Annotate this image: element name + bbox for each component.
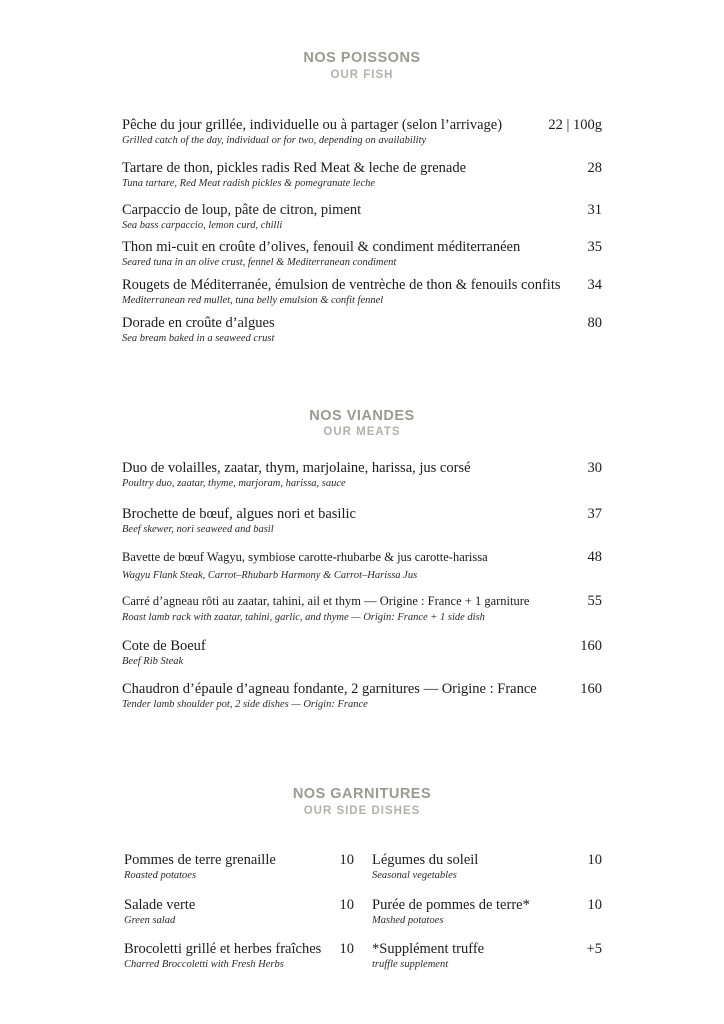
- side-name: Brocoletti grillé et herbes fraîches: [124, 941, 322, 957]
- dish-description: Tuna tartare, Red Meat radish pickles & pomegranate leche: [122, 178, 376, 189]
- dish-description: Seared tuna in an olive crust, fennel & Mediterranean condiment: [122, 257, 397, 268]
- dish-description: Poultry duo, zaatar, thyme, marjoram, harissa, sauce: [122, 478, 346, 489]
- side-name: Salade verte: [124, 897, 196, 913]
- side-name: Pommes de terre grenaille: [124, 852, 276, 868]
- side-description: Green salad: [124, 915, 176, 926]
- fish-section-subtitle: OUR FISH: [330, 69, 394, 81]
- menu-item: [122, 202, 602, 232]
- side-price: 10: [339, 852, 354, 868]
- menu-item: [122, 681, 602, 711]
- dish-name: Dorade en croûte d’algues: [122, 315, 275, 331]
- side-description: Seasonal vegetables: [372, 870, 457, 881]
- side-item: [372, 941, 602, 971]
- side-price: 10: [339, 897, 354, 913]
- menu-item: [122, 160, 602, 190]
- menu-item: [122, 549, 602, 582]
- dish-name: Chaudron d’épaule d’agneau fondante, 2 garnitures — Origine : France: [122, 681, 537, 697]
- side-price: 10: [587, 852, 602, 868]
- side-name: *Supplément truffe: [372, 941, 485, 957]
- menu-item: [122, 239, 602, 269]
- side-price: 10: [587, 897, 602, 913]
- dish-name: Carré d’agneau rôti au zaatar, tahini, ail et thym — Origine : France + 1 garniture: [122, 594, 530, 608]
- dish-name: Pêche du jour grillée, individuelle ou à partager (selon l’arrivage): [122, 117, 503, 133]
- dish-price: 48: [587, 549, 602, 565]
- side-name: Légumes du soleil: [372, 852, 479, 868]
- dish-price: 34: [587, 277, 602, 293]
- dish-price: 22 | 100g: [548, 117, 602, 133]
- side-item: [124, 941, 354, 971]
- dish-price: 37: [587, 506, 602, 522]
- side-name: Purée de pommes de terre*: [372, 897, 530, 913]
- dish-name: Cote de Boeuf: [122, 638, 206, 654]
- dish-description: Sea bream baked in a seaweed crust: [122, 333, 275, 344]
- menu-item: [122, 593, 602, 624]
- side-item: [372, 852, 602, 882]
- menu-item: [122, 117, 602, 147]
- side-description: truffle supplement: [372, 959, 449, 970]
- dish-description: Grilled catch of the day, individual or for two, depending on availability: [122, 135, 427, 146]
- dish-name: Brochette de bœuf, algues nori et basilic: [122, 506, 356, 522]
- dish-description: Beef Rib Steak: [122, 656, 184, 667]
- dish-price: 160: [580, 681, 602, 697]
- sides-section-title: NOS GARNITURES: [292, 786, 432, 802]
- menu-item: [122, 277, 602, 307]
- dish-price: 28: [587, 160, 602, 176]
- dish-price: 30: [587, 460, 602, 476]
- menu-item: [122, 506, 602, 536]
- meats-section-subtitle: OUR MEATS: [323, 426, 401, 438]
- menu-item: [122, 315, 602, 345]
- dish-description: Tender lamb shoulder pot, 2 side dishes — Origin: France: [122, 699, 368, 710]
- dish-price: 80: [587, 315, 602, 331]
- dish-name: Bavette de bœuf Wagyu, symbiose carotte-rhubarbe & jus carotte-harissa: [122, 550, 488, 564]
- dish-price: 35: [587, 239, 602, 255]
- dish-price: 160: [580, 638, 602, 654]
- dish-price: 55: [587, 593, 602, 609]
- dish-description: Sea bass carpaccio, lemon curd, chilli: [122, 220, 283, 231]
- dish-name: Duo de volailles, zaatar, thym, marjolaine, harissa, jus corsé: [122, 460, 471, 476]
- side-item: [124, 897, 354, 927]
- side-description: Mashed potatoes: [372, 915, 444, 926]
- dish-description: Roast lamb rack with zaatar, tahini, garlic, and thyme — Origin: France + 1 side dish: [122, 612, 485, 623]
- side-description: Charred Broccoletti with Fresh Herbs: [124, 959, 284, 970]
- dish-description: Mediterranean red mullet, tuna belly emulsion & confit fennel: [122, 295, 384, 306]
- side-description: Roasted potatoes: [124, 870, 197, 881]
- side-price: 10: [339, 941, 354, 957]
- dish-name: Thon mi-cuit en croûte d’olives, fenouil & condiment méditerranéen: [122, 239, 521, 255]
- fish-section-title: NOS POISSONS: [303, 50, 421, 66]
- sides-section-subtitle: OUR SIDE DISHES: [303, 805, 421, 817]
- side-item: [124, 852, 354, 882]
- side-price: +5: [586, 941, 602, 957]
- menu-item: [122, 460, 602, 490]
- dish-description: Beef skewer, nori seaweed and basil: [122, 524, 274, 535]
- side-item: [372, 897, 602, 927]
- dish-price: 31: [587, 202, 602, 218]
- dish-description: Wagyu Flank Steak, Carrot–Rhubarb Harmony & Carrot–Harissa Jus: [122, 570, 418, 581]
- dish-name: Carpaccio de loup, pâte de citron, piment: [122, 202, 362, 218]
- menu-item: [122, 638, 602, 668]
- dish-name: Rougets de Méditerranée, émulsion de ventrèche de thon & fenouils confits: [122, 277, 561, 293]
- meats-section-title: NOS VIANDES: [309, 408, 415, 424]
- dish-name: Tartare de thon, pickles radis Red Meat & leche de grenade: [122, 160, 467, 176]
